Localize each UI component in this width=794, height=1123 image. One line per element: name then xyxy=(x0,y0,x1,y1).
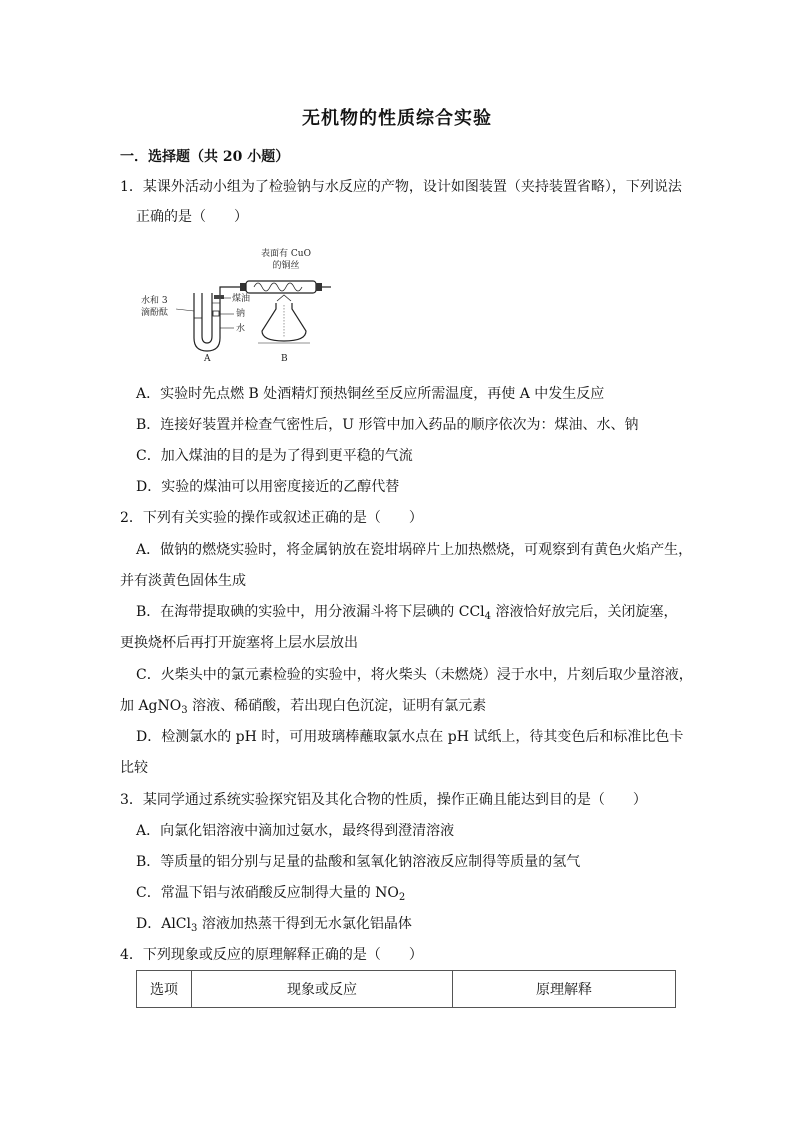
table-header-option: 选项 xyxy=(137,971,192,1008)
q2-option-b-line1: B．在海带提取碘的实验中，用分液漏斗将下层碘的 CCl$_4$ 溶液恰好放完后，关闭旋塞， xyxy=(136,604,678,622)
q3-option-a: A．向氯化铝溶液中滴加过氨水，最终得到澄清溶液 xyxy=(136,823,455,839)
q3-stem: 3．某同学通过系统实验探究铝及其化合物的性质，操作正确且能达到目的是（ ） xyxy=(120,792,647,808)
q3-option-d: D．AlCl$_3$ 溶液加热蒸干得到无水氯化铝晶体 xyxy=(136,916,412,934)
q2-option-c-line2: 加 AgNO$_3$ 溶液、稀硝酸，若出现白色沉淀，证明有氯元素 xyxy=(120,698,487,716)
q2-option-a-line2: 并有淡黄色固体生成 xyxy=(120,573,246,589)
fig-label-water-phenol-1: 水和 3 xyxy=(141,296,168,306)
q1-option-b: B．连接好装置并检查气密性后，U 形管中加入药品的顺序依次为：煤油、水、钠 xyxy=(136,417,639,433)
fig-label-cuo: 表面有 CuO xyxy=(261,249,311,259)
fig-label-wire: 的铜丝 xyxy=(272,261,300,271)
section-heading: 一．选择题（共 20 小题） xyxy=(120,149,290,165)
page-title: 无机物的性质综合实验 xyxy=(302,108,492,129)
q1-apparatus-figure xyxy=(136,243,336,363)
q1-stem-line1: 1．某课外活动小组为了检验钠与水反应的产物，设计如图装置（夹持装置省略），下列说法 xyxy=(120,179,682,195)
table-header-phenomenon: 现象或反应 xyxy=(192,971,453,1008)
fig-label-water-phenol-2: 滴酚酞 xyxy=(141,308,169,318)
q3-option-c: C．常温下铝与浓硝酸反应制得大量的 $NO_2$ xyxy=(136,885,406,903)
q2-option-c-line1: C．火柴头中的氯元素检验的实验中，将火柴头（未燃烧）浸于水中，片刻后取少量溶液， xyxy=(136,667,693,683)
table-header-row xyxy=(137,971,676,1008)
q4-table xyxy=(136,970,676,1008)
table-header-explanation: 原理解释 xyxy=(453,971,676,1008)
q2-option-b-line2: 更换烧杯后再打开旋塞将上层水层放出 xyxy=(120,635,358,651)
q1-option-a: A．实验时先点燃 B 处酒精灯预热铜丝至反应所需温度，再使 A 中发生反应 xyxy=(136,386,605,402)
q2-option-a-line1: A．做钠的燃烧实验时，将金属钠放在瓷坩埚碎片上加热燃烧，可观察到有黄色火焰产生， xyxy=(136,542,693,558)
q1-stem-line2: 正确的是（ ） xyxy=(136,209,248,225)
fig-label-sodium: 钠 xyxy=(236,309,246,319)
q2-option-d-line2: 比较 xyxy=(120,760,148,776)
q1-option-d: D．实验的煤油可以用密度接近的乙醇代替 xyxy=(136,479,400,495)
fig-label-water: 水 xyxy=(236,324,246,334)
fig-label-A: A xyxy=(204,354,211,363)
fig-label-B: B xyxy=(281,354,288,363)
fig-label-kerosene: 煤油 xyxy=(232,294,251,304)
q2-stem: 2．下列有关实验的操作或叙述正确的是（ ） xyxy=(120,510,423,526)
q3-option-b: B．等质量的铝分别与足量的盐酸和氢氧化钠溶液反应制得等质量的氢气 xyxy=(136,854,581,870)
q4-stem: 4．下列现象或反应的原理解释正确的是（ ） xyxy=(120,947,423,963)
q1-option-c: C．加入煤油的目的是为了得到更平稳的气流 xyxy=(136,448,413,464)
q2-option-d-line1: D．检测氯水的 pH 时，可用玻璃棒蘸取氯水点在 pH 试纸上，待其变色后和标准比色卡 xyxy=(136,729,684,745)
